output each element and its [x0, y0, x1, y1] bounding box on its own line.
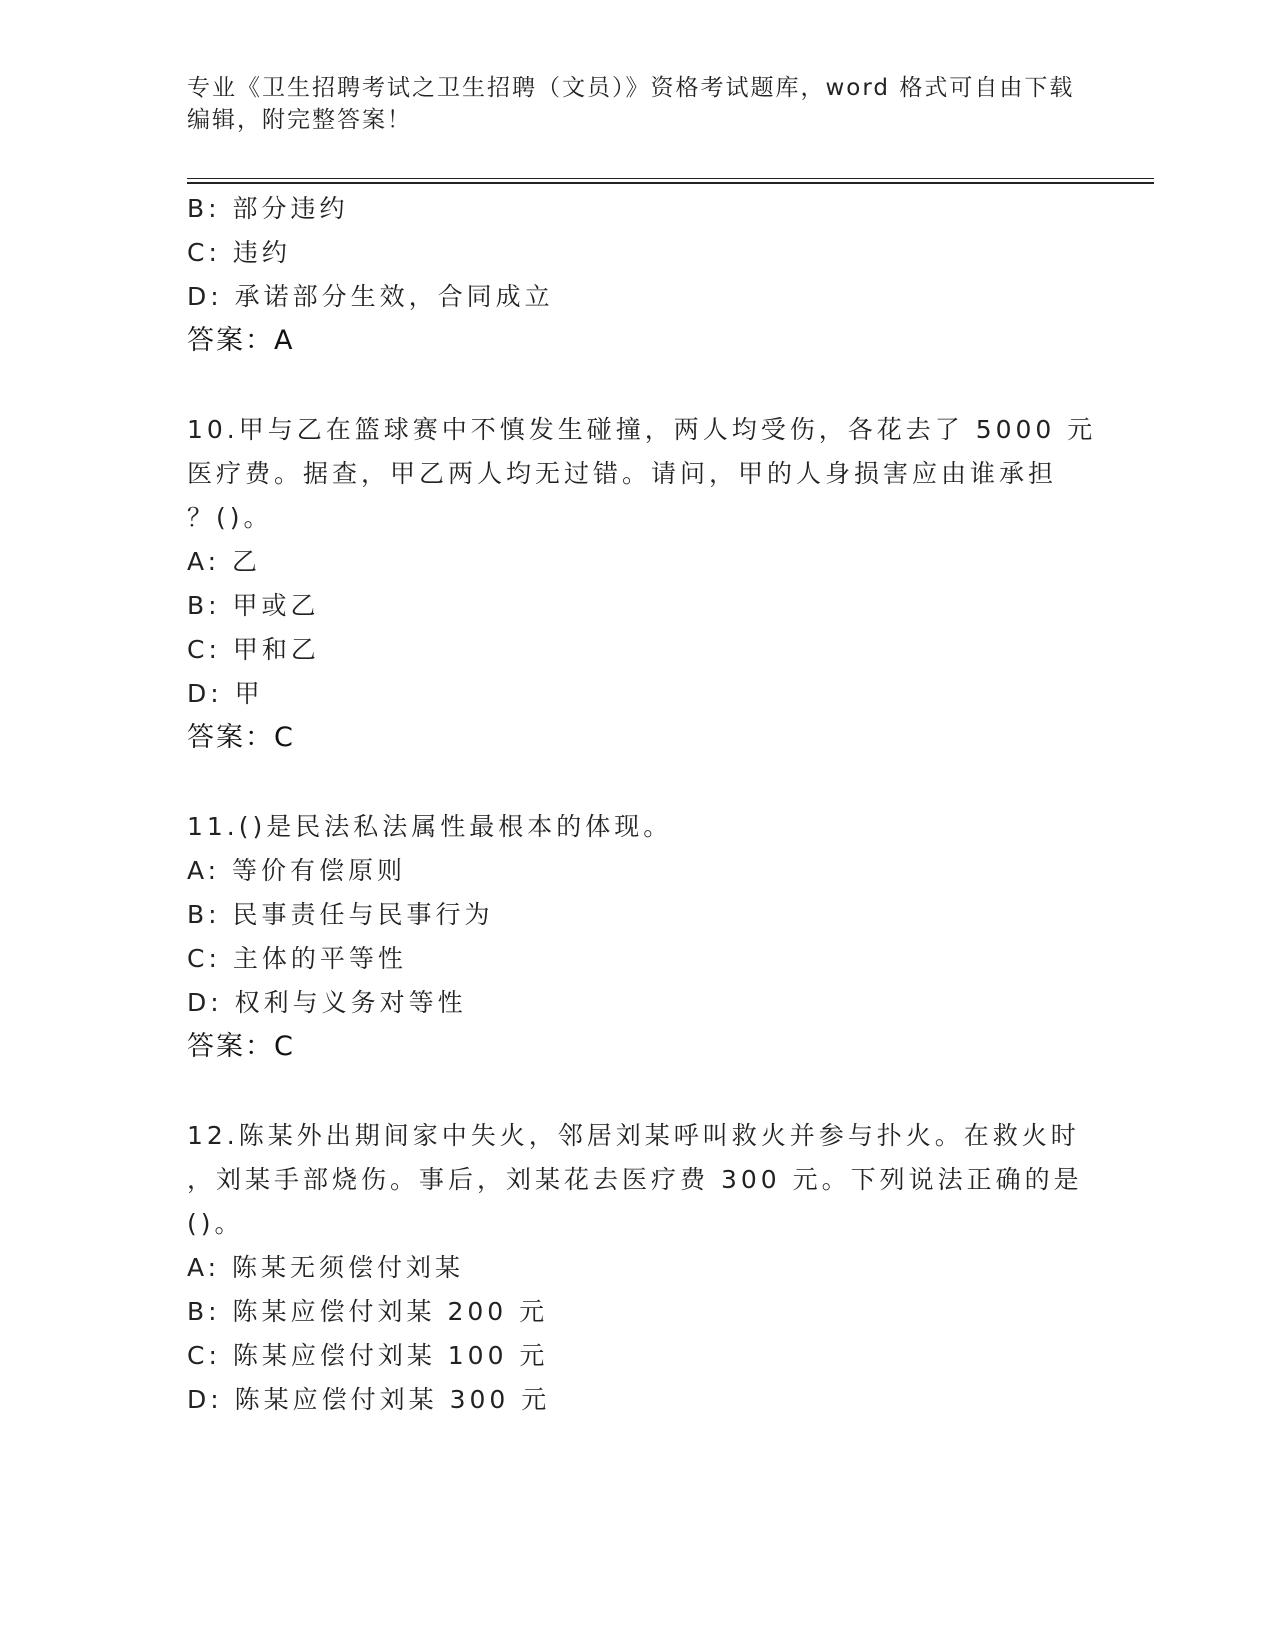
q11-option-d: D: 权利与义务对等性	[187, 988, 467, 1017]
document-header	[187, 72, 1087, 136]
q12-stem-line-3: ()。	[187, 1209, 244, 1238]
q9-answer: 答案：A	[187, 325, 295, 356]
q10-stem-line-1: 10.甲与乙在篮球赛中不慎发生碰撞，两人均受伤，各花去了 5000 元	[187, 415, 1097, 444]
q11-option-a: A: 等价有偿原则	[187, 856, 407, 885]
q11-answer: 答案：C	[187, 1031, 295, 1062]
q10-option-c: C: 甲和乙	[187, 635, 320, 664]
q12-stem-line-1: 12.陈某外出期间家中失火，邻居刘某呼叫救火并参与扑火。在救火时	[187, 1121, 1080, 1150]
header-divider-bottom	[187, 182, 1154, 184]
q9-option-c: C: 违约	[187, 238, 291, 267]
q12-option-b: B: 陈某应偿付刘某 200 元	[187, 1297, 549, 1326]
q9-option-b: B: 部分违约	[187, 194, 349, 223]
q10-option-b: B: 甲或乙	[187, 591, 320, 620]
q10-answer: 答案：C	[187, 722, 295, 753]
q12-option-d: D: 陈某应偿付刘某 300 元	[187, 1385, 551, 1414]
q12-option-a: A: 陈某无须偿付刘某	[187, 1253, 465, 1282]
q11-stem-line-1: 11.()是民法私法属性最根本的体现。	[187, 812, 673, 841]
q10-option-a: A: 乙	[187, 547, 262, 576]
q11-option-c: C: 主体的平等性	[187, 944, 407, 973]
q10-stem-line-2: 医疗费。据查，甲乙两人均无过错。请问，甲的人身损害应由谁承担	[187, 459, 1058, 488]
q9-option-d: D: 承诺部分生效，合同成立	[187, 282, 554, 311]
q10-option-d: D: 甲	[187, 679, 264, 708]
header-divider-top	[187, 178, 1154, 179]
header-line-2: 编辑，附完整答案！	[187, 107, 412, 133]
q11-option-b: B: 民事责任与民事行为	[187, 900, 494, 929]
q12-option-c: C: 陈某应偿付刘某 100 元	[187, 1341, 549, 1370]
q10-stem-line-3: ？()。	[187, 503, 273, 532]
header-line-1: 专业《卫生招聘考试之卫生招聘（文员）》资格考试题库，word 格式可自由下载	[187, 75, 1075, 101]
q12-stem-line-2: ，刘某手部烧伤。事后，刘某花去医疗费 300 元。下列说法正确的是	[187, 1165, 1083, 1194]
